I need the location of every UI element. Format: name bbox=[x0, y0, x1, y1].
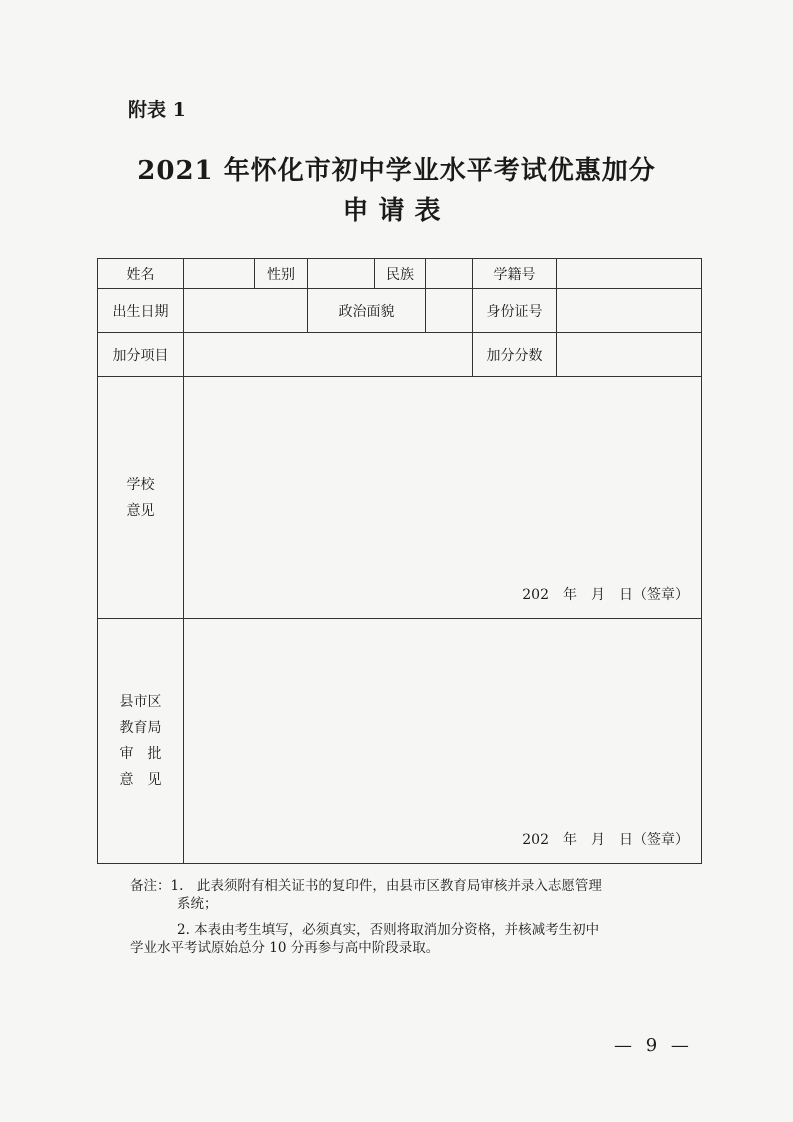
gender-field[interactable] bbox=[308, 259, 375, 289]
notes-prefix: 备注： bbox=[130, 878, 171, 894]
school-opinion-label bbox=[98, 377, 184, 619]
name-field[interactable] bbox=[184, 259, 255, 289]
bonus-item-field[interactable] bbox=[184, 333, 473, 377]
bonus-item-label: 加分项目 bbox=[98, 333, 184, 377]
attachment-label: 附表 1 bbox=[128, 99, 186, 121]
gender-label: 性别 bbox=[255, 259, 308, 289]
page-number: — 9 — bbox=[614, 1035, 693, 1056]
bureau-label-line1: 县市区 bbox=[119, 694, 162, 710]
bonus-score-label: 加分分数 bbox=[473, 333, 557, 377]
bureau-label-line3: 审 批 bbox=[119, 746, 162, 762]
school-opinion-label-line1: 学校 bbox=[126, 476, 155, 493]
note-2-text: 2. 本表由考生填写，必须真实，否则将取消加分资格，并核减考生初中 bbox=[177, 922, 600, 938]
id-number-field[interactable] bbox=[557, 289, 702, 333]
bureau-label-line4: 意 见 bbox=[119, 772, 162, 788]
name-label: 姓名 bbox=[98, 259, 184, 289]
bonus-score-field[interactable] bbox=[557, 333, 702, 377]
school-opinion-field[interactable] bbox=[184, 377, 702, 619]
ethnicity-label: 民族 bbox=[375, 259, 426, 289]
note-1-continuation: 系统； bbox=[177, 896, 218, 912]
ethnicity-field[interactable] bbox=[426, 259, 473, 289]
bureau-approval-label bbox=[98, 619, 184, 864]
student-id-field[interactable] bbox=[557, 259, 702, 289]
birth-date-field[interactable] bbox=[184, 289, 308, 333]
bureau-date-signature: 202 年 月 日（签章） bbox=[522, 832, 689, 848]
note-2-continuation: 学业水平考试原始总分 10 分再参与高中阶段录取。 bbox=[130, 940, 440, 956]
student-id-label: 学籍号 bbox=[473, 259, 557, 289]
political-field[interactable] bbox=[426, 289, 473, 333]
note-1 bbox=[130, 877, 690, 895]
form-title-line1: 2021 年怀化市初中学业水平考试优惠加分 bbox=[137, 156, 656, 186]
school-opinion-label-line2: 意见 bbox=[126, 502, 155, 519]
bureau-label-line2: 教育局 bbox=[119, 720, 162, 736]
form-title-line2: 申请表 bbox=[342, 196, 451, 226]
bureau-opinion-field[interactable] bbox=[184, 619, 702, 864]
political-label: 政治面貌 bbox=[308, 289, 426, 333]
school-date-signature: 202 年 月 日（签章） bbox=[522, 587, 689, 603]
notes-section bbox=[130, 877, 690, 957]
id-number-label: 身份证号 bbox=[473, 289, 557, 333]
note-1-text: 1. 此表须附有相关证书的复印件，由县市区教育局审核并录入志愿管理 bbox=[170, 878, 602, 894]
application-form-table bbox=[97, 258, 702, 864]
birth-date-label: 出生日期 bbox=[98, 289, 184, 333]
